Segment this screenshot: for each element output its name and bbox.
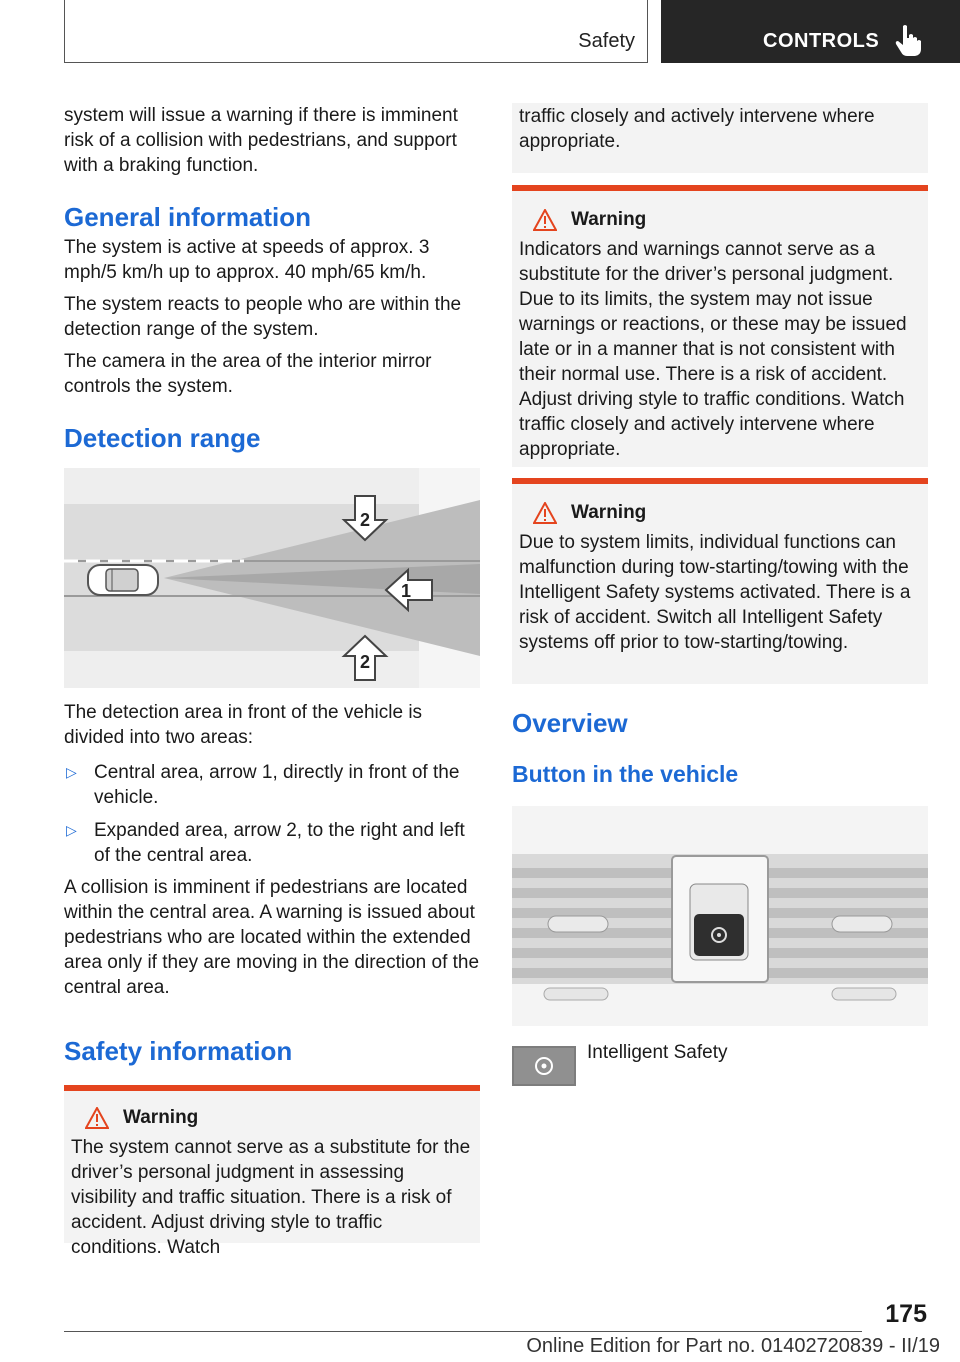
arrow-2-bottom-label: 2	[359, 652, 371, 672]
warning-box-2	[512, 185, 928, 467]
general-paragraph-3: The camera in the area of the interior mirror controls the system.	[64, 351, 432, 397]
vehicle-icon	[88, 565, 158, 595]
warning-1-continued-text: traffic closely and actively intervene where appropriate.	[519, 106, 875, 152]
vehicle-button-photo	[512, 806, 928, 1026]
arrow-2-top-label: 2	[359, 510, 371, 530]
detection-range-figure	[64, 468, 480, 688]
button-legend-row	[512, 1042, 928, 1086]
detection-paragraph-1: The detection area in front of the vehicle is divided into two areas:	[64, 702, 423, 748]
warning-triangle-icon	[85, 1107, 109, 1129]
warning-1-title: Warning	[123, 1107, 199, 1128]
footer-edition-text: Online Edition for Part no. 01402720839 - II/19	[526, 1335, 940, 1357]
warning-triangle-icon	[533, 209, 557, 231]
button-legend-label: Intelligent Safety	[587, 1042, 728, 1063]
header-chapter-title: CONTROLS	[763, 30, 880, 52]
general-information-heading: General information	[64, 202, 312, 232]
warning-1-text: The system cannot serve as a substitute for the driver’s personal judgment in assessing visibility and traffic situation. There is a risk of accident. Adjust driving style to traffic conditions. Watch	[71, 1137, 471, 1258]
header-chapter-tab	[661, 0, 960, 63]
header-section-box	[64, 0, 648, 63]
detection-paragraph-2: A collision is imminent if pedestrians are located within the central area. A warning is issued about pedestrians who are located within the extended area only if they are moving in the direction of the central area.	[64, 877, 480, 998]
general-paragraph-1: The system is active at speeds of approx. 3 mph/5 km/h up to approx. 40 mph/65 km/h.	[64, 237, 430, 283]
bullet-triangle-icon: ▷	[66, 822, 77, 838]
header-section-title: Safety	[578, 30, 635, 52]
list-item: ▷ Central area, arrow 1, directly in front of the vehicle.	[66, 762, 460, 808]
warning-box-1	[64, 1085, 480, 1258]
warning-3-text: Due to system limits, individual functions can malfunction during tow-starting/towing with the Intelligent Safety systems activated. There is a risk of accident. Switch all Intelligent Safety systems off prior to tow-starting/towing.	[519, 532, 911, 653]
safety-information-heading: Safety information	[64, 1036, 293, 1066]
intro-paragraph: system will issue a warning if there is imminent risk of a collision with pedestrians, and support with a braking function.	[64, 105, 458, 176]
footer-divider	[64, 1331, 862, 1332]
page-number: 175	[885, 1300, 927, 1328]
center-vent-illustration	[512, 806, 928, 1026]
intelligent-safety-button-icon	[512, 1046, 576, 1086]
right-column	[512, 103, 928, 1086]
warning-2-text: Indicators and warnings cannot serve as a substitute for the driver’s personal judgment. Due to its limits, the system may not issue warnings or reactions, or these may be issued late or in a manner that is not consistent with their normal use. There is a risk of accident. Adjust driving style to traffic conditions. Watch traffic closely and actively intervene where appropriate.	[519, 239, 907, 460]
warning-2-title: Warning	[571, 209, 647, 230]
detection-bullet-list	[64, 760, 482, 868]
list-item: ▷ Expanded area, arrow 2, to the right and left of the central area.	[66, 820, 465, 866]
warning-box-3	[512, 478, 928, 684]
overview-heading: Overview	[512, 708, 628, 738]
pointing-hand-icon	[895, 24, 925, 56]
arrow-1-label: 1	[400, 581, 412, 601]
bullet-triangle-icon: ▷	[66, 764, 77, 780]
warning-box-1-continued	[512, 103, 928, 173]
left-column	[64, 103, 482, 1258]
button-in-vehicle-heading: Button in the vehicle	[512, 761, 739, 787]
general-paragraph-2: The system reacts to people who are within the detection range of the system.	[64, 294, 462, 340]
detection-range-heading: Detection range	[64, 423, 261, 453]
warning-triangle-icon	[533, 502, 557, 524]
warning-3-title: Warning	[571, 502, 647, 523]
detection-range-diagram	[64, 468, 480, 688]
